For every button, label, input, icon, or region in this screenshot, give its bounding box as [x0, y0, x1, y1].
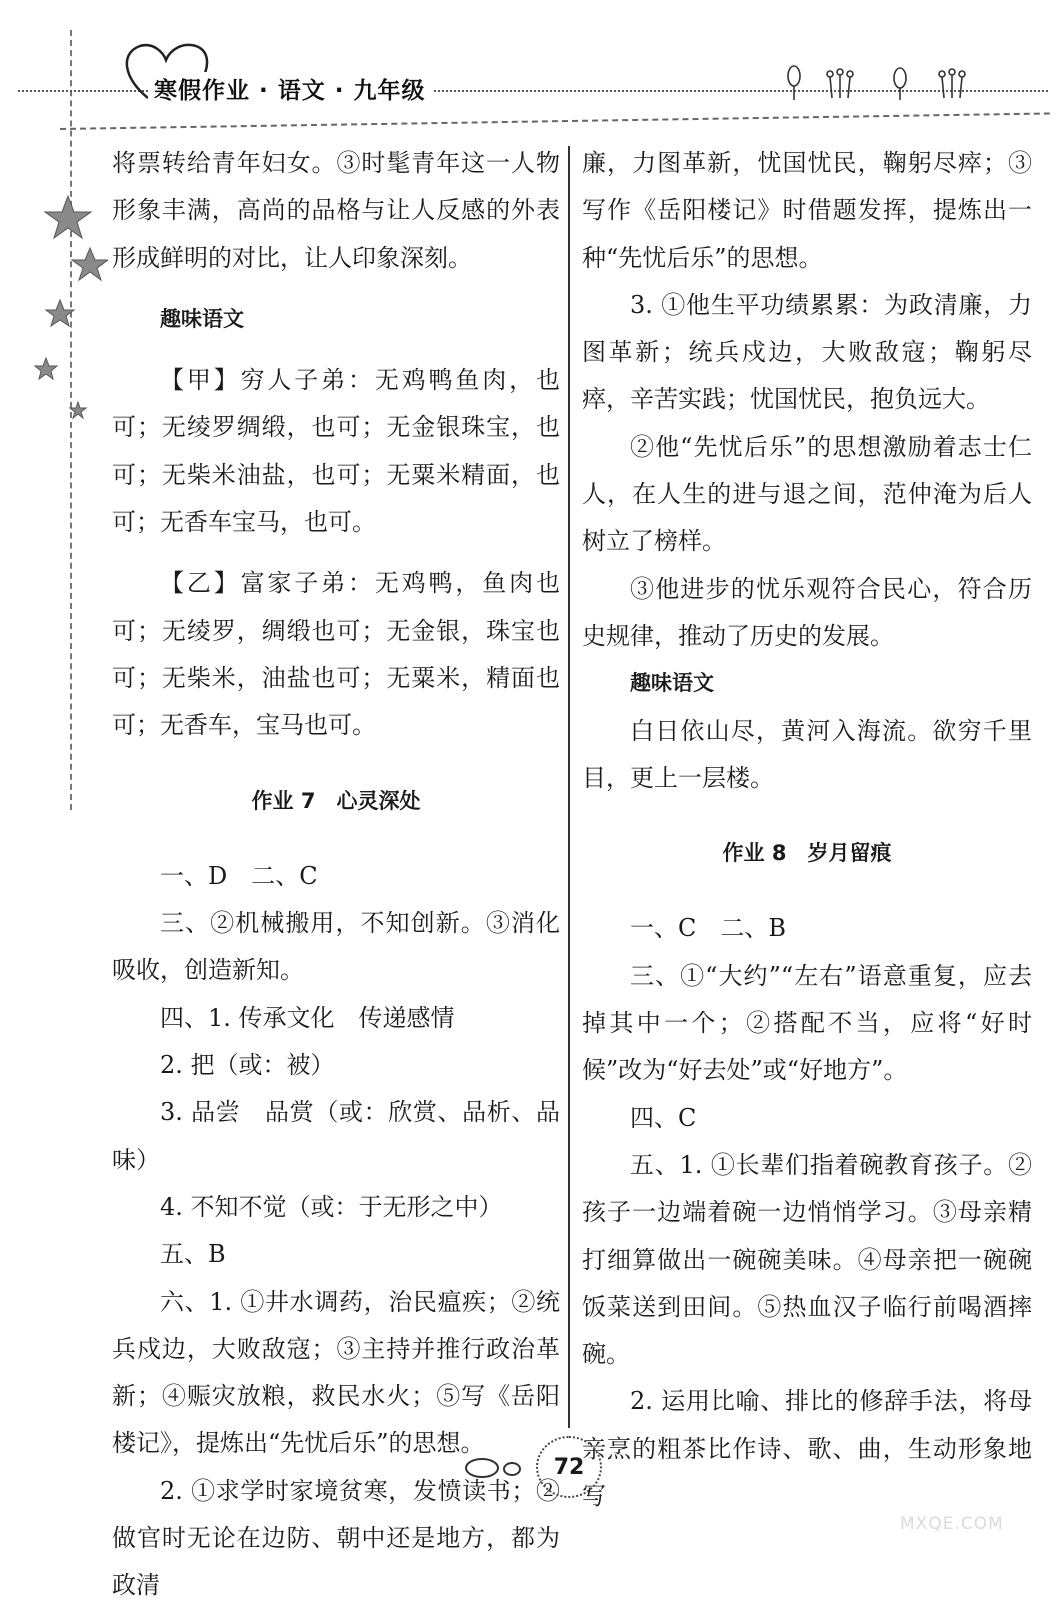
left-column	[112, 140, 560, 1610]
section-heading: 趣味语文	[630, 671, 714, 696]
paragraph: 【甲】穷人子弟：无鸡鸭鱼肉，也可；无绫罗绸缎，也可；无金银珠宝，也可；无柴米油盐，也可；无粟米精面，也可；无香车宝马，也可。	[112, 366, 560, 537]
page-number: 72	[536, 1436, 602, 1498]
answer-line: 一、C 二、B	[630, 914, 786, 943]
header-dashed-rule	[60, 112, 1050, 132]
footer-ovals-icon	[462, 1452, 532, 1482]
answer-line: 四、1. 传承文化 传递感情	[160, 1003, 455, 1032]
answer-line: 三、②机械搬用，不知创新。③消化吸收，创造新知。	[112, 909, 560, 985]
section-heading: 趣味语文	[160, 306, 244, 331]
answer-line: 四、C	[630, 1103, 697, 1132]
answer-line: 2. 把（或：被）	[160, 1051, 335, 1080]
answer-line: 三、①“大约”“左右”语意重复，应去掉其中一个；②搭配不当，应将“好时候”改为“好去处”或“好地方”。	[582, 961, 1032, 1085]
paragraph: ③他进步的忧乐观符合民心，符合历史规律，推动了历史的发展。	[582, 574, 1032, 650]
assignment-heading: 作业 8 岁月留痕	[722, 841, 892, 866]
answer-line: 2. ①求学时家境贫寒，发愤读书；②做官时无论在边防、朝中还是地方，都为政清	[112, 1476, 560, 1600]
answer-line: 4. 不知不觉（或：于无形之中）	[160, 1192, 503, 1221]
plant-doodles-icon	[780, 62, 980, 102]
answer-line: 2. 运用比喻、排比的修辞手法，将母亲烹的粗茶比作诗、歌、曲，生动形象地写	[582, 1387, 1032, 1511]
assignment-heading: 作业 7 心灵深处	[251, 788, 421, 813]
paragraph: 廉，力图革新，忧国忧民，鞠躬尽瘁；③写作《岳阳楼记》时借题发挥，提炼出一种“先忧后乐”的思想。	[582, 149, 1032, 272]
right-column	[582, 140, 1032, 1520]
answer-line: 3. 品尝 品赏（或：欣赏、品析、品味）	[112, 1098, 560, 1174]
paragraph: 【乙】富家子弟：无鸡鸭，鱼肉也可；无绫罗，绸缎也可；无金银，珠宝也可；无柴米，油盐也可；无粟米，精面也可；无香车，宝马也可。	[112, 569, 560, 740]
paragraph: 白日依山尽，黄河入海流。欲穷千里目，更上一层楼。	[582, 716, 1032, 792]
answer-line: 六、1. ①井水调药，治民瘟疾；②统兵戍边，大败敌寇；③主持并推行政治革新；④赈灾放粮，救民水火；⑤写《岳阳楼记》，提炼出“先忧后乐”的思想。	[112, 1287, 560, 1458]
column-divider	[568, 146, 570, 1428]
answer-line: 一、D 二、C	[160, 861, 318, 890]
watermark-text: MXQE.COM	[900, 1514, 1004, 1534]
watermark	[900, 1478, 1050, 1534]
header-title: 寒假作业 · 语文 · 九年级	[148, 72, 432, 105]
answer-line: 五、1. ①长辈们指着碗教育孩子。②孩子一边端着碗一边悄悄学习。③母亲精打细算做出一碗碗美味。④母亲把一碗碗饭菜送到田间。⑤热血汉子临行前喝酒摔碗。	[582, 1150, 1032, 1369]
paragraph: 将票转给青年妇女。③时髦青年这一人物形象丰满，高尚的品格与让人反感的外表形成鲜明的对比，让人印象深刻。	[112, 149, 560, 272]
paragraph: ②他“先忧后乐”的思想激励着志士仁人，在人生的进与退之间，范仲淹为后人树立了榜样。	[582, 432, 1032, 556]
answer-line: 五、B	[160, 1240, 226, 1269]
stars-decoration-icon	[28, 190, 108, 430]
paragraph: 3. ①他生平功绩累累：为政清廉，力图革新；统兵戍边，大败敌寇；鞠躬尽瘁，辛苦实践；忧国忧民，抱负远大。	[582, 290, 1032, 414]
